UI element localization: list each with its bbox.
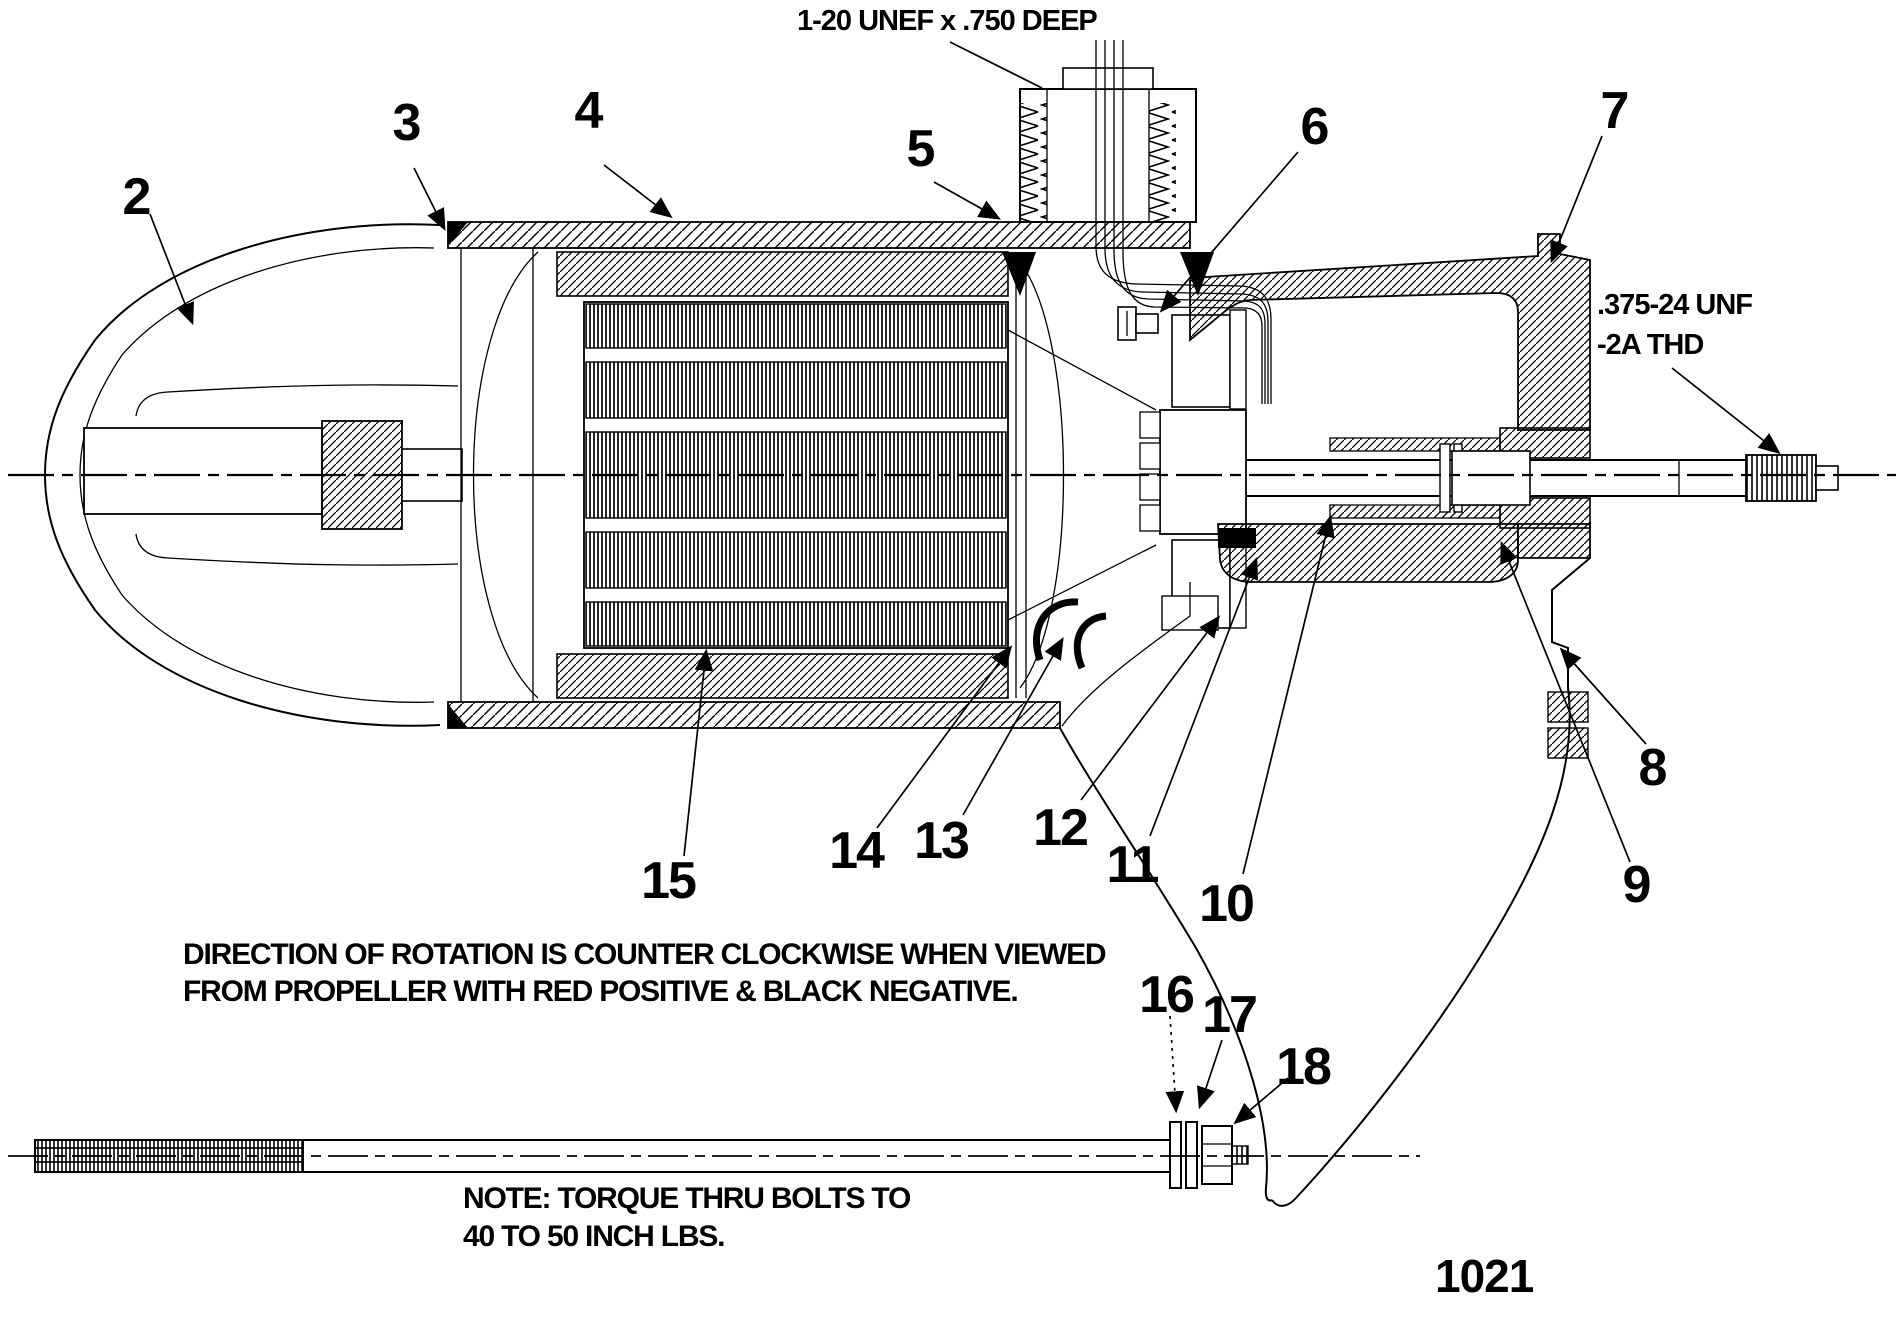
torque-note-line-1: NOTE: TORQUE THRU BOLTS TO (463, 1182, 911, 1215)
seal-sleeve-lower (1330, 505, 1500, 518)
boss-thread-left (1020, 103, 1047, 222)
figure-number: 1021 (1435, 1250, 1534, 1302)
rotation-note-line-1: DIRECTION OF ROTATION IS COUNTER CLOCKWISE WHEN VIEWED (183, 938, 1106, 971)
callout-17: 17 (1202, 986, 1256, 1044)
brush-spring (1036, 602, 1078, 660)
torque-note-line-2: 40 TO 50 INCH LBS. (463, 1220, 725, 1253)
callout-12: 12 (1033, 799, 1087, 857)
callout-14: 14 (829, 822, 883, 880)
callout-7: 7 (1600, 82, 1628, 140)
callout-5: 5 (906, 120, 934, 178)
washer-1 (1170, 1122, 1181, 1188)
fin-right-edge (1272, 688, 1570, 1206)
brush-lead (1077, 616, 1106, 668)
washer-2 (1186, 1122, 1197, 1188)
stator-shell-top (557, 252, 1008, 296)
seal-sleeve-upper (1330, 438, 1500, 451)
boss-thread-right (1149, 103, 1176, 222)
thru-bolt (8, 1122, 1420, 1188)
tail-casting-lower (1218, 524, 1518, 582)
terminal-screw (1118, 307, 1158, 340)
callout-3: 3 (392, 94, 420, 152)
hex-nut (1202, 1126, 1232, 1184)
callout-13: 13 (914, 812, 968, 870)
callout-2: 2 (122, 168, 150, 226)
stator-shell-bottom (557, 654, 1008, 698)
shaft-tip (1816, 466, 1838, 490)
shaft-thread-spec-line-1: .375-24 UNF (1597, 289, 1753, 321)
shaft-thread-spec-line-2: -2A THD (1597, 329, 1704, 361)
callout-9: 9 (1622, 856, 1650, 914)
bolt-tip (1232, 1146, 1248, 1164)
callout-8: 8 (1638, 739, 1666, 797)
callout-10: 10 (1199, 875, 1253, 933)
brush-commutator-assembly (1008, 310, 1256, 668)
shaft-hub (1452, 451, 1530, 505)
thrust-washer (1440, 444, 1450, 512)
nose-shaft-support (84, 428, 322, 514)
callout-4: 4 (574, 82, 602, 140)
prop-shaft-assembly (1246, 428, 1838, 528)
top-thread-spec-label: 1-20 UNEF x .750 DEEP (797, 5, 1097, 37)
callout-6: 6 (1300, 98, 1328, 156)
tail-casting-upper (1190, 234, 1590, 430)
rotation-note-line-2: FROM PROPELLER WITH RED POSITIVE & BLACK NEGATIVE. (183, 975, 1018, 1008)
housing-top-flange (448, 222, 1190, 248)
commutator (1160, 410, 1246, 534)
power-lead-boss (1020, 68, 1196, 222)
shaft-threads (1746, 455, 1816, 501)
callout-18: 18 (1276, 1038, 1330, 1096)
callout-16: 16 (1139, 966, 1193, 1024)
callout-11: 11 (1106, 836, 1158, 894)
callout-15: 15 (641, 852, 695, 910)
